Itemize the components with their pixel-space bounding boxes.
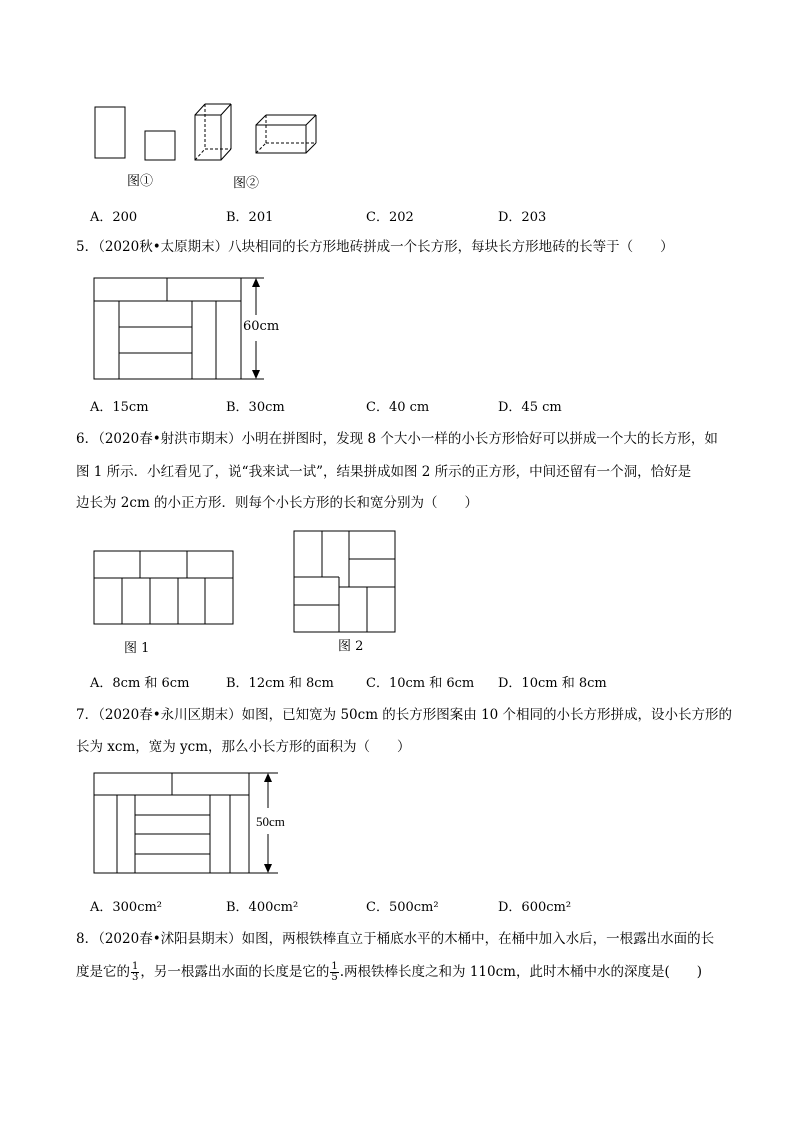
q5-option-b: B．30cm — [226, 400, 285, 415]
q6-option-b: B．12cm 和 8cm — [226, 676, 334, 691]
q6-option-d: D．10cm 和 8cm — [498, 676, 607, 691]
q5-option-c: C．40 cm — [366, 400, 430, 415]
q4-fig1-label: 图① — [127, 174, 154, 189]
q7-stem-line1: 7．（2020春•永川区期末）如图，已知宽为 50cm 的长方形图案由 10 个相同的小长方形拼成，设小长方形的 — [76, 707, 733, 723]
q8-line2-part-a: 度是它的 — [76, 964, 130, 980]
q6-stem-line2: 图 1 所示．小红看见了，说“我来试一试”，结果拼成如图 2 所示的正方形，中间还留有一个洞，恰好是 — [76, 464, 692, 480]
q5-option-d: D．45 cm — [498, 400, 562, 415]
q8-fraction-one-third: $\frac{1}{3}$ — [132, 961, 139, 983]
q4-option-b: B．201 — [226, 210, 274, 225]
q7-option-a: A．300cm² — [90, 900, 163, 915]
q8-line2-part-c: .两根铁棒长度之和为 110cm，此时木桶中水的深度是( ) — [339, 964, 702, 980]
q6-fig1-label: 图 1 — [124, 641, 150, 656]
q6-stem-line1: 6．（2020春•射洪市期末）小明在拼图时，发现 8 个大小一样的小长方形恰好可以拼成一个大的长方形，如 — [76, 431, 718, 447]
q6-option-c: C．10cm 和 6cm — [366, 676, 475, 691]
q7-option-b: B．400cm² — [226, 900, 299, 915]
q8-line2-part-b: ，另一根露出水面的长度是它的 — [140, 964, 330, 980]
q4-option-c: C．202 — [366, 210, 414, 225]
q8-stem-line2 — [76, 962, 702, 983]
q7-stem-line2: 长为 xcm，宽为 ycm，那么小长方形的面积为（ ） — [76, 739, 411, 755]
q7-dim-label: 50cm — [256, 814, 285, 829]
q7-option-c: C．500cm² — [366, 900, 439, 915]
q8-stem-line1: 8．（2020春•沭阳县期末）如图，两根铁棒直立于桶底水平的木桶中，在桶中加入水后，一根露出水面的长 — [76, 931, 715, 947]
q7-option-d: D．600cm² — [498, 900, 572, 915]
q4-fig2-label: 图② — [233, 176, 260, 191]
q6-fig2-label: 图 2 — [338, 639, 364, 654]
q5-dim-label: 60cm — [243, 319, 280, 334]
q5-stem: 5．（2020秋•太原期末）八块相同的长方形地砖拼成一个长方形，每块长方形地砖的长等于（ ） — [76, 239, 674, 255]
q6-option-a: A．8cm 和 6cm — [90, 676, 190, 691]
q5-option-a: A．15cm — [90, 400, 149, 415]
q6-stem-line3: 边长为 2cm 的小正方形．则每个小长方形的长和宽分别为（ ） — [76, 495, 479, 511]
q4-option-a: A．200 — [90, 210, 138, 225]
q8-fraction-one-fifth: $\frac{1}{5}$ — [331, 961, 338, 983]
q4-option-d: D．203 — [498, 210, 547, 225]
